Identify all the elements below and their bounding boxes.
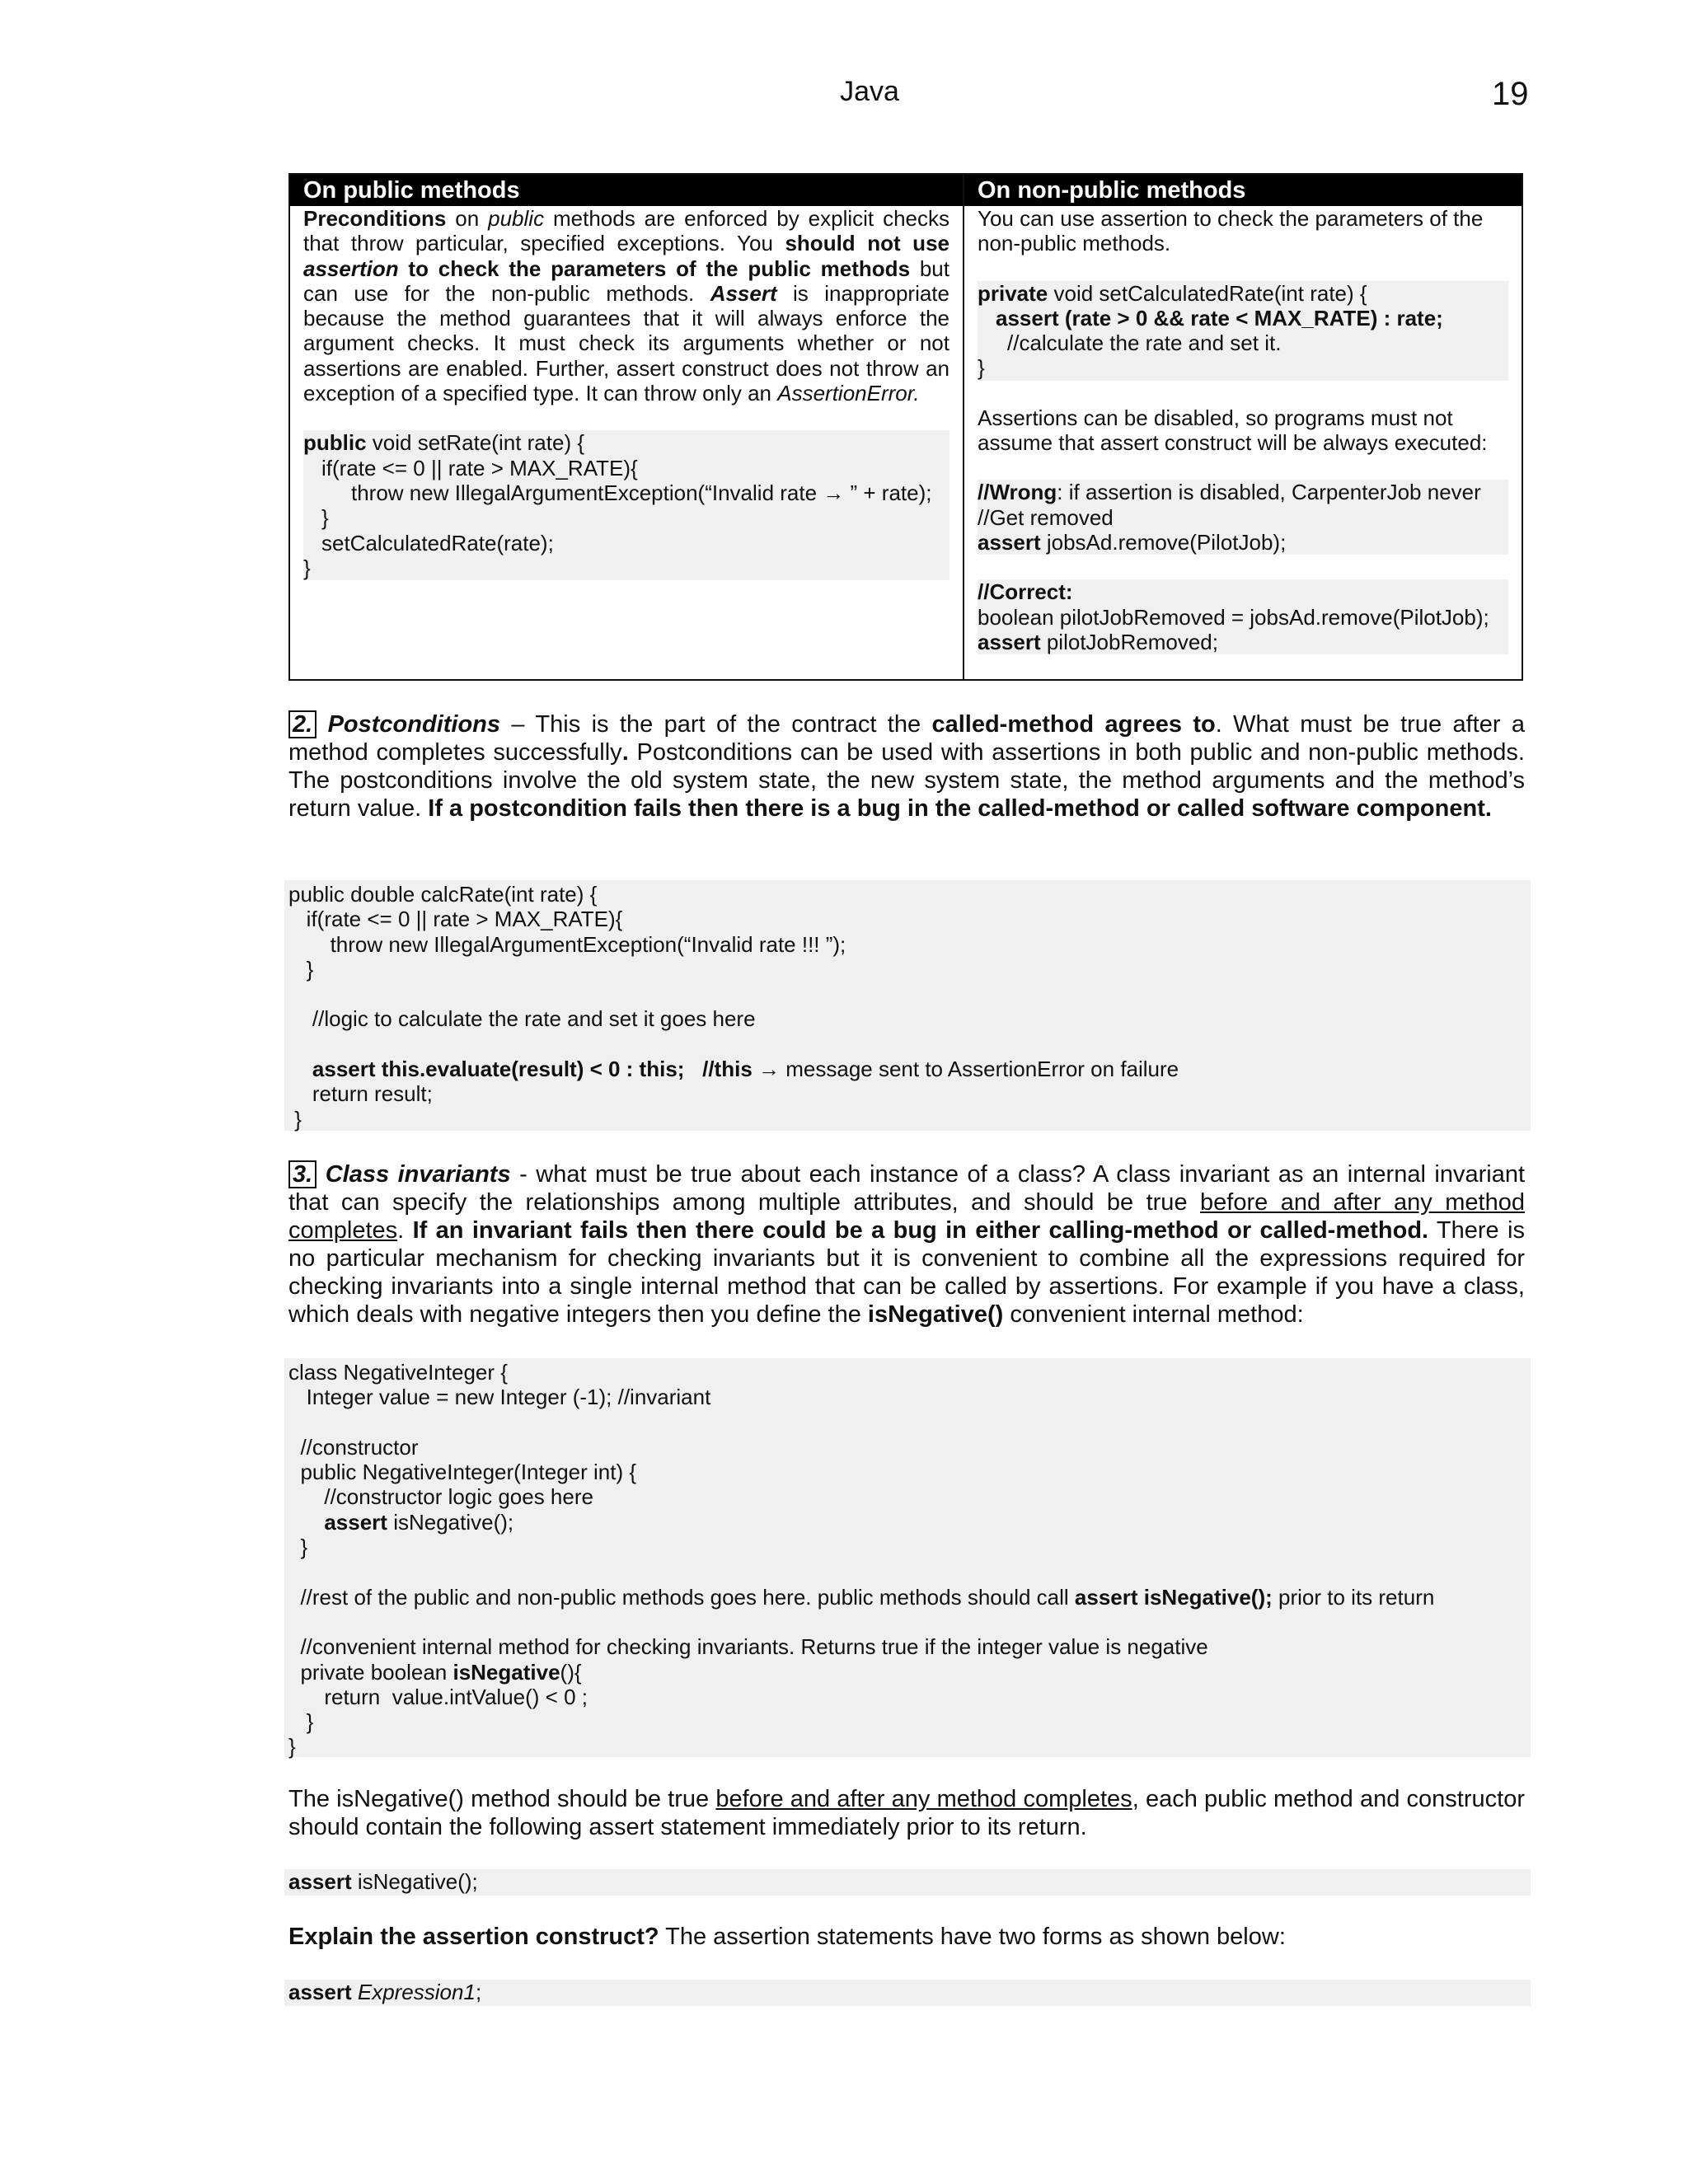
set-rate-code: public void setRate(int rate) { if(rate <= 0 || rate > MAX_RATE){ throw new IllegalArgumentException(“Invalid rate → ” + rate); } setCalculatedRate(rate); } <box>303 430 950 580</box>
non-public-intro: You can use assertion to check the parameters of the non-public methods. <box>978 206 1484 256</box>
calc-rate-code: public double calcRate(int rate) { if(rate <= 0 || rate > MAX_RATE){ throw new IllegalArgumentException(“Invalid rate !!! ”); } //logic to calculate the rate and set it goes here assert this.evaluate(result) < 0 : this; //this → message sent to AssertionError on failure return result; } <box>284 880 1531 1131</box>
is-negative-paragraph: The isNegative() method should be true before and after any method completes, each public method and constructor should contain the following assert statement immediately prior to its return. <box>288 1786 1525 1840</box>
public-methods-column <box>290 175 964 679</box>
wrong-code: //Wrong: if assertion is disabled, CarpenterJob never //Get removed assert jobsAd.remove(PilotJob); <box>978 480 1508 555</box>
explain-assertion-paragraph: Explain the assertion construct? The assertion statements have two forms as shown below: <box>288 1924 1286 1950</box>
class-invariants-paragraph: 3. Class invariants - what must be true about each instance of a class? A class invariant as an internal invariant that can specify the relationships among multiple attributes, and should be true before and after any method completes. If an invariant fails then there could be a bug in either calling-method or called-method. There is no particular mechanism for checking invariants but it is convenient to combine all the expressions required for checking invariants into a single internal method that can be called by assertions. For example if you have a class, which deals with negative integers then you define the isNegative() convenient internal method: <box>288 1161 1526 1328</box>
arrow-icon: → <box>823 480 845 505</box>
section-title: Class invariants <box>325 1161 511 1188</box>
section-number: 2. <box>288 710 316 738</box>
set-calculated-rate-code: private void setCalculatedRate(int rate) { assert (rate > 0 && rate < MAX_RATE) : rate; //calculate the rate and set it. } <box>978 281 1508 381</box>
non-public-methods-column <box>964 175 1522 679</box>
section-number: 3. <box>288 1160 316 1188</box>
negative-integer-code: class NegativeInteger { Integer value = new Integer (-1); //invariant //constructor public NegativeInteger(Integer int) { //constructor logic goes here assert isNegative(); } //rest of the public and non-public methods goes here. public methods should call assert isNegative(); prior to its return //convenient internal method for checking invariants. Returns true if the integer value is negative private boolean isNegative(){ return value.intValue() < 0 ; } } <box>284 1358 1531 1757</box>
public-methods-text: Preconditions on public methods are enforced by explicit checks that throw particular, specified exceptions. You should not use assertion to check the parameters of the public methods but can use for the non-public methods. Assert is inappropriate because the method guarantees that it will always enforce the argument checks. It must check its arguments whether or not assertions are enabled. Further, assert construct does not throw an exception of a specified type. It can throw only an AssertionError. <box>303 206 950 406</box>
arrow-icon: → <box>758 1057 781 1082</box>
disabled-note: Assertions can be disabled, so programs must not assume that assert construct will be always executed: <box>978 405 1488 456</box>
page-number: 19 <box>1492 76 1529 112</box>
correct-code: //Correct: boolean pilotJobRemoved = jobsAd.remove(PilotJob); assert pilotJobRemoved; <box>978 579 1508 654</box>
comparison-table <box>288 173 1523 681</box>
assert-is-negative-code: assert isNegative(); <box>284 1869 1531 1896</box>
assert-expression-code: assert Expression1; <box>284 1980 1531 2006</box>
section-title: Postconditions <box>327 711 501 738</box>
public-methods-heading: On public methods <box>290 175 963 206</box>
postconditions-paragraph: 2. Postconditions – This is the part of the contract the called-method agrees to. What must be true after a method completes successfully. Postconditions can be used with assertions in both public and non-public methods. The postconditions involve the old system state, the new system state, the method arguments and the method’s return value. If a postcondition fails then there is a bug in the called-method or called software component. <box>288 711 1525 822</box>
running-header: Java <box>840 76 899 107</box>
non-public-methods-heading: On non-public methods <box>964 175 1522 206</box>
